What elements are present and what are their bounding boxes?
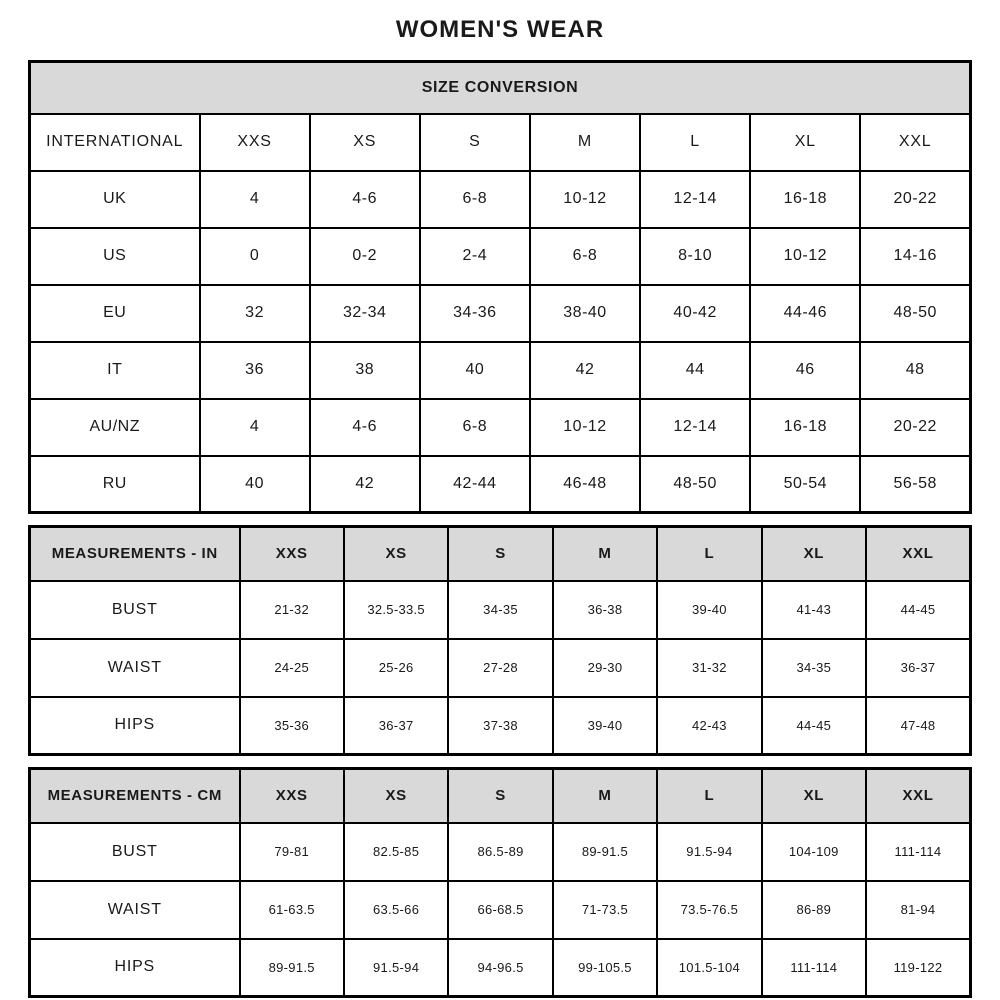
measurements-cm-header-cell: M (553, 769, 657, 823)
size-conversion-cell: 32 (200, 285, 310, 342)
measurements-cm-cell: 86-89 (762, 881, 866, 939)
measurements-in-cell: 29-30 (553, 639, 657, 697)
size-conversion-cell: 6-8 (530, 228, 640, 285)
size-conversion-header-cell: S (420, 114, 530, 171)
measurements-in-cell: 34-35 (448, 581, 552, 639)
measurements-in-cell: 25-26 (344, 639, 448, 697)
size-conversion-row-label: RU (30, 456, 200, 513)
size-conversion-cell: 32-34 (310, 285, 420, 342)
size-conversion-header-cell: M (530, 114, 640, 171)
measurements-in-row-label: HIPS (30, 697, 240, 755)
size-conversion-cell: 10-12 (530, 171, 640, 228)
size-conversion-cell: 40 (420, 342, 530, 399)
measurements-in-cell: 32.5-33.5 (344, 581, 448, 639)
measurements-cm-header-cell: MEASUREMENTS - CM (30, 769, 240, 823)
measurements-cm-header-row (30, 769, 971, 823)
measurements-cm-cell: 66-68.5 (448, 881, 552, 939)
size-conversion-row (30, 342, 971, 399)
size-conversion-cell: 4 (200, 399, 310, 456)
measurements-cm-cell: 104-109 (762, 823, 866, 881)
measurements-cm-header-cell: XXS (240, 769, 344, 823)
size-conversion-header-cell: XXS (200, 114, 310, 171)
size-conversion-row-label: EU (30, 285, 200, 342)
size-conversion-cell: 42-44 (420, 456, 530, 513)
size-conversion-cell: 2-4 (420, 228, 530, 285)
measurements-in-header-cell: XXL (866, 527, 970, 581)
measurements-in-table (28, 525, 972, 756)
measurements-in-row (30, 581, 971, 639)
size-conversion-cell: 8-10 (640, 228, 750, 285)
measurements-cm-cell: 89-91.5 (240, 939, 344, 997)
measurements-cm-cell: 101.5-104 (657, 939, 761, 997)
size-conversion-cell: 44 (640, 342, 750, 399)
measurements-cm-cell: 79-81 (240, 823, 344, 881)
size-conversion-title-row (30, 62, 971, 114)
measurements-cm-cell: 119-122 (866, 939, 970, 997)
size-conversion-cell: 38 (310, 342, 420, 399)
measurements-cm-header-cell: XS (344, 769, 448, 823)
measurements-cm-cell: 89-91.5 (553, 823, 657, 881)
size-conversion-cell: 4 (200, 171, 310, 228)
measurements-cm-cell: 111-114 (866, 823, 970, 881)
measurements-cm-cell: 63.5-66 (344, 881, 448, 939)
size-conversion-cell: 10-12 (750, 228, 860, 285)
measurements-cm-cell: 82.5-85 (344, 823, 448, 881)
measurements-cm-header-cell: XL (762, 769, 866, 823)
measurements-in-cell: 35-36 (240, 697, 344, 755)
size-conversion-header-cell: L (640, 114, 750, 171)
measurements-cm-cell: 86.5-89 (448, 823, 552, 881)
size-conversion-cell: 0-2 (310, 228, 420, 285)
size-conversion-row-label: UK (30, 171, 200, 228)
size-conversion-cell: 6-8 (420, 171, 530, 228)
size-conversion-cell: 50-54 (750, 456, 860, 513)
measurements-in-cell: 37-38 (448, 697, 552, 755)
size-conversion-row (30, 285, 971, 342)
measurements-in-header-cell: XL (762, 527, 866, 581)
measurements-cm-table (28, 767, 972, 998)
size-conversion-cell: 6-8 (420, 399, 530, 456)
measurements-cm-cell: 94-96.5 (448, 939, 552, 997)
measurements-cm-row (30, 939, 971, 997)
size-conversion-cell: 16-18 (750, 171, 860, 228)
measurements-in-header-cell: M (553, 527, 657, 581)
size-conversion-row-label: US (30, 228, 200, 285)
size-conversion-row (30, 171, 971, 228)
size-conversion-row-label: IT (30, 342, 200, 399)
size-conversion-title: SIZE CONVERSION (30, 62, 971, 114)
measurements-in-header-cell: S (448, 527, 552, 581)
measurements-in-cell: 24-25 (240, 639, 344, 697)
size-conversion-header-row (30, 114, 971, 171)
size-conversion-header-cell: XXL (860, 114, 970, 171)
size-conversion-cell: 46-48 (530, 456, 640, 513)
size-conversion-cell: 44-46 (750, 285, 860, 342)
measurements-in-cell: 27-28 (448, 639, 552, 697)
size-conversion-cell: 42 (530, 342, 640, 399)
size-conversion-table (28, 60, 972, 514)
size-conversion-cell: 34-36 (420, 285, 530, 342)
size-conversion-row (30, 456, 971, 513)
measurements-in-cell: 44-45 (866, 581, 970, 639)
size-conversion-row (30, 228, 971, 285)
measurements-in-cell: 42-43 (657, 697, 761, 755)
measurements-in-cell: 47-48 (866, 697, 970, 755)
measurements-cm-cell: 71-73.5 (553, 881, 657, 939)
size-conversion-cell: 40 (200, 456, 310, 513)
measurements-cm-row-label: HIPS (30, 939, 240, 997)
measurements-cm-cell: 91.5-94 (344, 939, 448, 997)
size-conversion-cell: 14-16 (860, 228, 970, 285)
size-conversion-cell: 20-22 (860, 171, 970, 228)
measurements-cm-cell: 91.5-94 (657, 823, 761, 881)
size-conversion-header-cell: XS (310, 114, 420, 171)
measurements-in-cell: 31-32 (657, 639, 761, 697)
size-conversion-cell: 46 (750, 342, 860, 399)
measurements-in-cell: 39-40 (657, 581, 761, 639)
size-conversion-header-cell: INTERNATIONAL (30, 114, 200, 171)
size-conversion-cell: 48-50 (640, 456, 750, 513)
size-conversion-cell: 42 (310, 456, 420, 513)
size-conversion-cell: 10-12 (530, 399, 640, 456)
size-conversion-header-cell: XL (750, 114, 860, 171)
measurements-in-row (30, 697, 971, 755)
measurements-in-header-cell: XS (344, 527, 448, 581)
measurements-in-header-cell: XXS (240, 527, 344, 581)
measurements-cm-row-label: WAIST (30, 881, 240, 939)
measurements-in-cell: 36-38 (553, 581, 657, 639)
size-conversion-cell: 48 (860, 342, 970, 399)
measurements-cm-cell: 111-114 (762, 939, 866, 997)
measurements-in-row-label: BUST (30, 581, 240, 639)
page-title: WOMEN'S WEAR (395, 16, 605, 43)
size-conversion-row-label: AU/NZ (30, 399, 200, 456)
size-conversion-cell: 48-50 (860, 285, 970, 342)
measurements-cm-row (30, 823, 971, 881)
size-conversion-cell: 40-42 (640, 285, 750, 342)
size-conversion-cell: 4-6 (310, 399, 420, 456)
measurements-in-header-row (30, 527, 971, 581)
measurements-in-cell: 21-32 (240, 581, 344, 639)
measurements-in-row-label: WAIST (30, 639, 240, 697)
size-conversion-row (30, 399, 971, 456)
measurements-in-cell: 44-45 (762, 697, 866, 755)
measurements-cm-header-cell: XXL (866, 769, 970, 823)
size-conversion-cell: 20-22 (860, 399, 970, 456)
measurements-in-header-cell: L (657, 527, 761, 581)
size-conversion-cell: 0 (200, 228, 310, 285)
measurements-cm-header-cell: S (448, 769, 552, 823)
measurements-cm-cell: 99-105.5 (553, 939, 657, 997)
measurements-cm-cell: 81-94 (866, 881, 970, 939)
measurements-in-cell: 34-35 (762, 639, 866, 697)
measurements-cm-header-cell: L (657, 769, 761, 823)
measurements-cm-cell: 73.5-76.5 (657, 881, 761, 939)
measurements-in-cell: 36-37 (344, 697, 448, 755)
size-conversion-cell: 38-40 (530, 285, 640, 342)
size-conversion-cell: 36 (200, 342, 310, 399)
measurements-in-cell: 36-37 (866, 639, 970, 697)
size-conversion-cell: 12-14 (640, 399, 750, 456)
size-conversion-cell: 16-18 (750, 399, 860, 456)
measurements-cm-cell: 61-63.5 (240, 881, 344, 939)
size-conversion-cell: 56-58 (860, 456, 970, 513)
measurements-cm-row (30, 881, 971, 939)
size-conversion-cell: 4-6 (310, 171, 420, 228)
measurements-in-cell: 41-43 (762, 581, 866, 639)
measurements-in-cell: 39-40 (553, 697, 657, 755)
measurements-in-row (30, 639, 971, 697)
measurements-cm-row-label: BUST (30, 823, 240, 881)
measurements-in-header-cell: MEASUREMENTS - IN (30, 527, 240, 581)
size-conversion-cell: 12-14 (640, 171, 750, 228)
